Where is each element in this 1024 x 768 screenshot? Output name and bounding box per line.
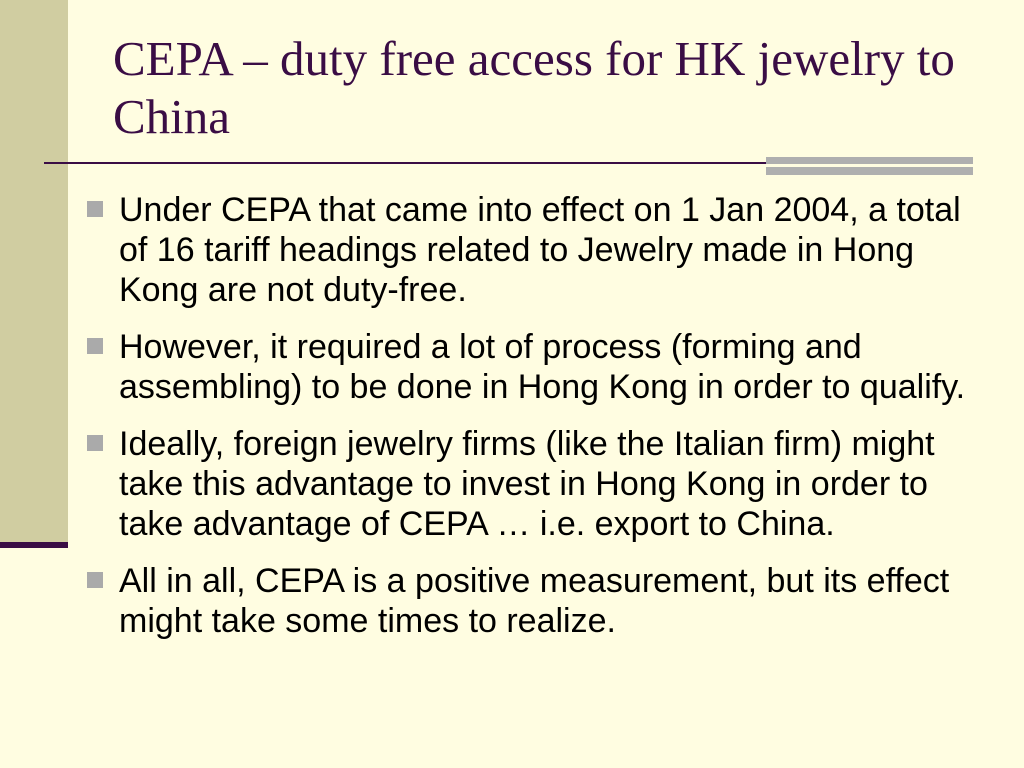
bullet-item [80, 190, 980, 310]
slide-title: CEPA – duty free access for HK jewelry to China [113, 31, 955, 144]
bullet-text: All in all, CEPA is a positive measurement, but its effect might take some times to realize. [119, 562, 950, 640]
accent-bar-bottom [766, 167, 973, 175]
bullet-list [80, 190, 980, 658]
left-accent-rule [0, 542, 68, 548]
accent-bar-top [766, 157, 973, 164]
bullet-text: Under CEPA that came into effect on 1 Jan 2004, a total of 16 tariff headings related to Jewelry made in Hong Kong are not duty-free. [119, 191, 961, 309]
left-decorative-bar [0, 0, 68, 545]
title-underline [44, 162, 770, 164]
bullet-text: Ideally, foreign jewelry firms (like the Italian firm) might take this advantage to invest in Hong Kong in order to take advantage of CEPA … i.e. export to China. [119, 425, 935, 543]
bullet-item [80, 561, 980, 641]
square-bullet-icon [87, 572, 103, 588]
bullet-item [80, 424, 980, 544]
bullet-text: However, it required a lot of process (forming and assembling) to be done in Hong Kong in order to qualify. [119, 328, 966, 406]
bullet-item [80, 327, 980, 407]
title-accent-bars [766, 157, 973, 179]
square-bullet-icon [87, 201, 103, 217]
square-bullet-icon [87, 435, 103, 451]
square-bullet-icon [87, 338, 103, 354]
